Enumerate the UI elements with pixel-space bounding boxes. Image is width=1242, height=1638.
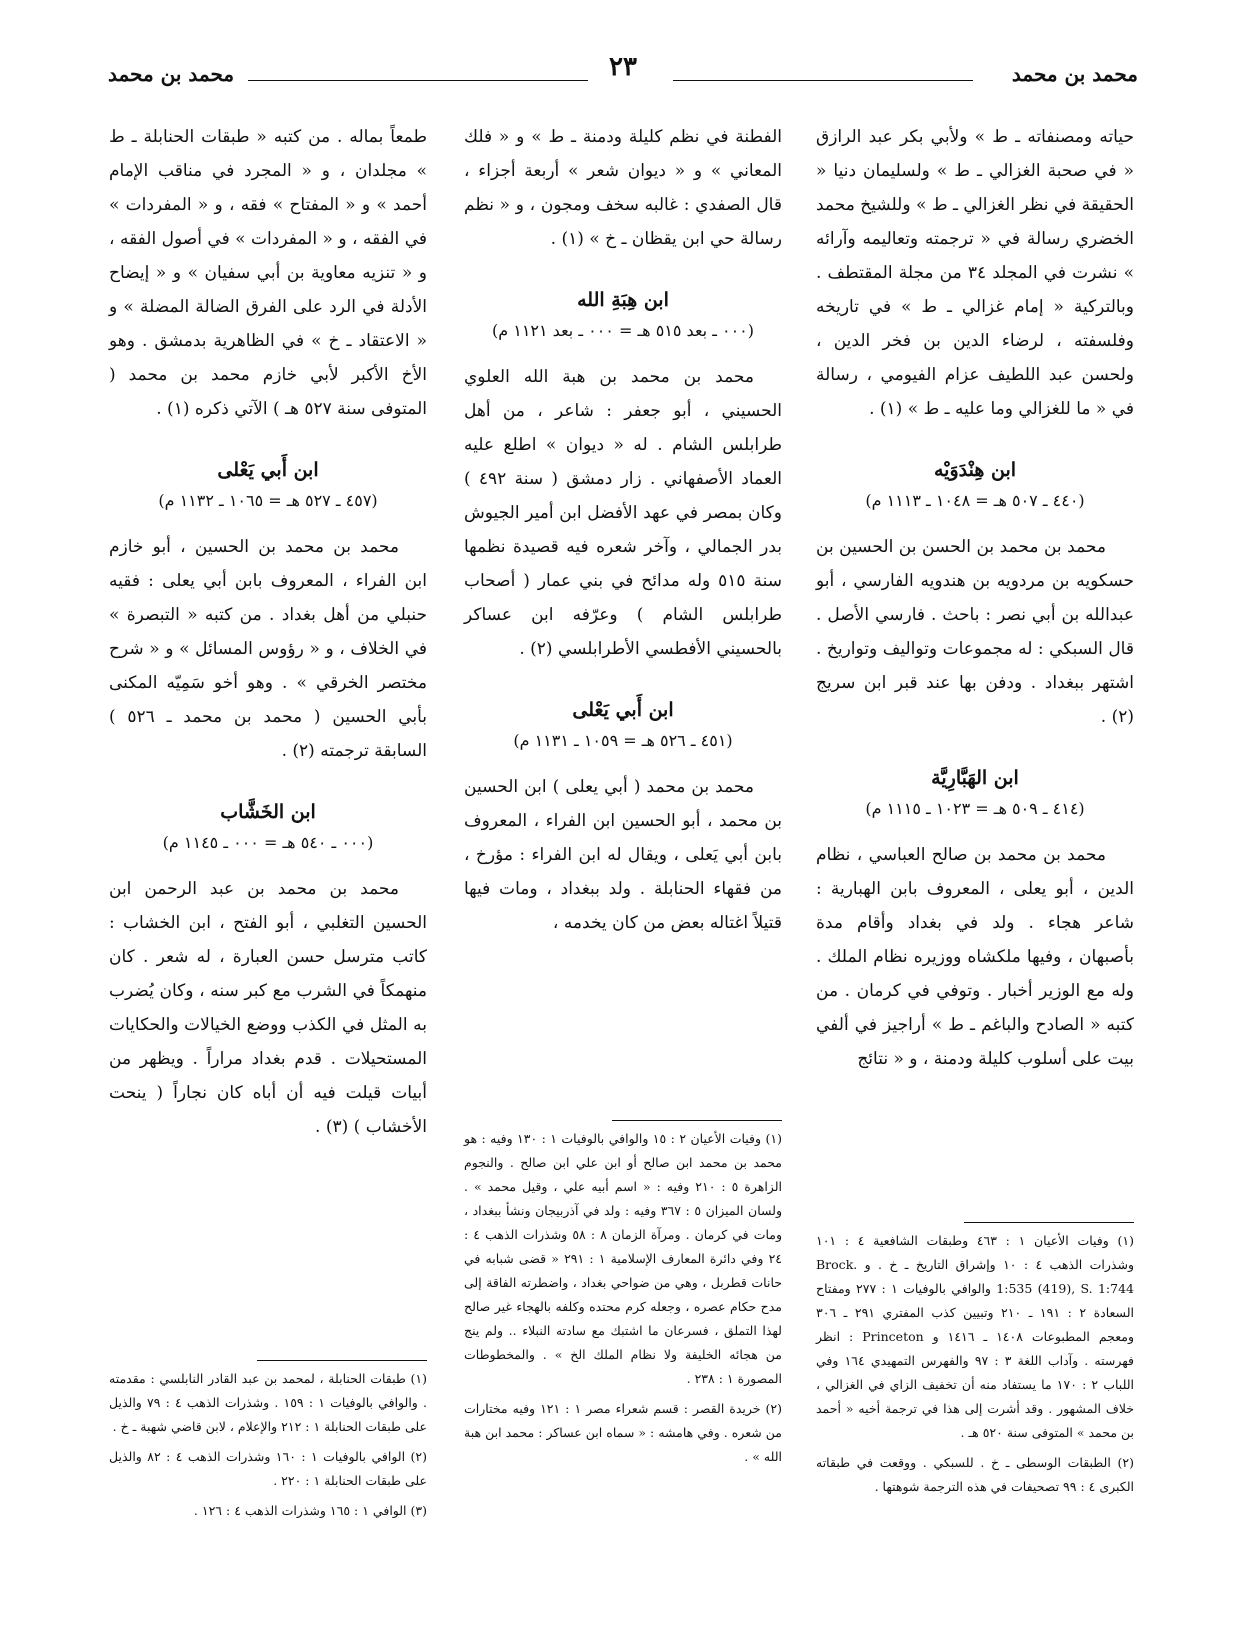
entry-title: ابن أَبي يَعْلى bbox=[217, 459, 319, 481]
footnote-rule bbox=[612, 1120, 782, 1121]
footnote: (١) وفيات الأعيان ١ : ٤٦٣ وطبقات الشافعية ٤ : ١٠١ وشذرات الذهب ٤ : ١٠ وإشراق التاريخ ـ خ . و Brock. 1:535 (419), S. 1:744 والوافي بالوفيات ١ : ٢٧٧ ومفتاح السعادة ٢ : ١٩١ ـ ٢١٠ وتبيين كذب المفتري ٢٩١ ـ ٣٠٦ ومعجم المطبوعات ١٤٠٨ ـ ١٤١٦ و Princeton : انظر فهرسته . وآداب اللغة ٣ : ٩٧ والفهرس التمهيدي ١٦٤ وفي اللباب ٢ : ١٧٠ ما يستفاد منه أن تخفيف الزاي في الغزالي ، خلاف المشهور . وقد أشرت إلى هذا في ترجمة أخيه « أحمد بن محمد » المتوفى سنة ٥٢٠ هـ . bbox=[816, 1233, 1135, 1440]
column-left bbox=[109, 120, 427, 1620]
continued-paragraph: حياته ومصنفاته ـ ط » ولأبي بكر عبد الرازق « في صحبة الغزالي ـ ط » ولسليمان دنيا « الحقيقة في نظر الغزالي ـ ط » وللشيخ محمد الخضري رسالة في « ترجمته وتعاليمه وآرائه » نشرت في المجلد ٣٤ من مجلة المقتطف . وبالتركية « إمام غزالي ـ ط » في تاريخه وفلسفته ، لرضاء الدين بن فخر الدين ، ولحسن عبد اللطيف عزام الفيومي ، رسالة في « ما للغزالي وما عليه ـ ط » (١) . bbox=[816, 127, 1134, 419]
header-rule-left bbox=[248, 80, 588, 81]
entry-title: ابن هِبَةِ الله bbox=[577, 289, 669, 311]
footnote-rule bbox=[964, 1222, 1134, 1223]
entry-text: محمد بن محمد بن الحسن بن الحسين بن حسكويه بن مردويه بن هندويه الفارسي ، أبو عبدالله بن أبي نصر : باحث . فارسي الأصل . قال السبكي : له مجموعات وتواليف وتواريخ . اشتهر ببغداد . ودفن بها عند قبر ابن سريج (٢) . bbox=[816, 537, 1134, 727]
entry-text: محمد بن محمد ( أبي يعلى ) ابن الحسين بن محمد ، أبو الحسين ابن الفراء ، المعروف بابن أبي يَعلى ، ويقال له ابن الفراء : مؤرخ ، من فقهاء الحنابلة . ولد ببغداد ، ومات فيها قتيلاً اغتاله بعض من كان يخدمه ، bbox=[464, 777, 782, 933]
entry-text: محمد بن محمد بن صالح العباسي ، نظام الدين ، أبو يعلى ، المعروف بابن الهبارية : شاعر هجاء . ولد في بغداد وأقام مدة بأصبهان ، وفيها ملكشاه ووزيره نظام الملك . وله مع الوزير أخبار . وتوفي في كرمان . من كتبه « الصادح والباغم ـ ط » أراجيز في ألفي بيت على أسلوب كليلة ودمنة ، و « نتائج bbox=[816, 845, 1134, 1069]
entry-title: ابن هِنْدَوَيْه bbox=[933, 459, 1017, 481]
footnote: (١) وفيات الأعيان ٢ : ١٥ والوافي بالوفيات ١ : ١٣٠ وفيه : هو محمد بن محمد ابن صالح أو ابن علي ابن صالح . والنجوم الزاهرة ٥ : ٢١٠ وفيه : « اسم أبيه علي ، وقيل محمد » . ولسان الميزان ٥ : ٣٦٧ وفيه : ولد في آذربيجان ونشأ ببغداد ، ومات في كرمان . ومرآة الزمان ٨ : ٥٨ وشذرات الذهب ٤ : ٢٤ وفي دائرة المعارف الإسلامية ١ : ٢٩١ « قضى شبابه في حانات قطربل ، وهي من ضواحي بغداد ، واضطرته الفاقة إلى مدح حكام عصره ، وجعله كرم محتده وكلفه بالهجاء غير صالح لهذا التملق ، فسرعان ما اشتبك مع سادته النبلاء .. ولم ينج من هجائه الخليفة ولا نظام الملك الخ » . والمخطوطات المصورة ١ : ٢٣٨ . bbox=[464, 1131, 783, 1386]
entry-title: ابن الخَشَّاب bbox=[220, 801, 316, 823]
entry-dates: (٠٠٠ ـ بعد ٥١٥ هـ = ٠٠٠ ـ بعد ١١٢١ م) bbox=[491, 321, 755, 340]
header-left-title: محمد بن محمد bbox=[108, 62, 235, 86]
entry-text: محمد بن محمد بن هبة الله العلوي الحسيني ، أبو جعفر : شاعر ، من أهل طرابلس الشام . له « ديوان » اطلع عليه العماد الأصفهاني . زار دمشق ( سنة ٤٩٢ ) وكان بمصر في عهد الأفضل ابن أمير الجيوش بدر الجمالي ، وآخر شعره فيه قصيدة نظمها سنة ٥١٥ وله مدائح في بني عمار ( أصحاب طرابلس الشام ) وعرّفه ابن عساكر بالحسيني الأفطسي الأطرابلسي (٢) . bbox=[464, 367, 782, 659]
footnote: (١) طبقات الحنابلة ، لمحمد بن عبد القادر النابلسي : مقدمته . والوافي بالوفيات ١ : ١٥٩ . وشذرات الذهب ٤ : ٧٩ والذيل على طبقات الحنابلة ١ : ٢١٢ والإعلام ، لابن قاضي شهبة ـ خ . bbox=[109, 1371, 427, 1434]
footnotes bbox=[109, 1350, 427, 1529]
footnote: (٢) الوافي بالوفيات ١ : ١٦٠ وشذرات الذهب ٤ : ٨٢ والذيل على طبقات الحنابلة ١ : ٢٢٠ . bbox=[109, 1449, 427, 1488]
column-middle bbox=[464, 120, 782, 1620]
footnotes bbox=[816, 1212, 1134, 1505]
footnotes bbox=[464, 1110, 782, 1475]
page-number: ٢٣ bbox=[609, 52, 637, 82]
entry-text: محمد بن محمد بن الحسين ، أبو خازم ابن الفراء ، المعروف بابن أبي يعلى : فقيه حنبلي من أهل بغداد . من كتبه « التبصرة » في الخلاف ، و « رؤوس المسائل » و « شرح مختصر الخرقي » . وهو أخو سَمِيّه المكنى بأبي الحسين ( محمد بن محمد ـ ٥٢٦ ) السابقة ترجمته (٢) . bbox=[109, 537, 427, 761]
running-header bbox=[108, 52, 1138, 92]
footnote-rule bbox=[257, 1360, 427, 1361]
header-right-title: محمد بن محمد bbox=[1011, 62, 1138, 86]
entry-dates: (٤٤٠ ـ ٥٠٧ هـ = ١٠٤٨ ـ ١١١٣ م) bbox=[865, 491, 1085, 510]
continued-paragraph: الفطنة في نظم كليلة ودمنة ـ ط » و « فلك المعاني » و « ديوان شعر » أربعة أجزاء ، قال الصفدي : غالبه سخف ومجون ، و « نظم رسالة حي ابن يقظان ـ خ » (١) . bbox=[464, 127, 782, 249]
footnote: (٢) الطبقات الوسطى ـ خ . للسبكي . ووقعت في طبقاته الكبرى ٤ : ٩٩ تصحيفات في هذه الترجمة شوهتها . bbox=[816, 1455, 1134, 1494]
continued-paragraph: طمعاً بماله . من كتبه « طبقات الحنابلة ـ ط » مجلدان ، و « المجرد في مناقب الإمام أحمد » و « المفتاح » فقه ، و « المفردات » في الفقه ، و « المفردات » في أصول الفقه ، و « تنزيه معاوية بن أبي سفيان » و « إيضاح الأدلة في الرد على الفرق الضالة المضلة » و « الاعتقاد ـ خ » في الظاهرية بدمشق . وهو الأخ الأكبر لأبي خازم محمد بن محمد ( المتوفى سنة ٥٢٧ هـ ) الآتي ذكره (١) . bbox=[109, 127, 427, 419]
entry-dates: (٤٥١ ـ ٥٢٦ هـ = ١٠٥٩ ـ ١١٣١ م) bbox=[513, 731, 733, 750]
column-right bbox=[816, 120, 1134, 1620]
entry-title: ابن الهَبَّارِيَّة bbox=[931, 767, 1019, 789]
entry-text: محمد بن محمد بن عبد الرحمن ابن الحسين التغلبي ، أبو الفتح ، ابن الخشاب : كاتب مترسل حسن العبارة ، له شعر . كان منهمكاً في الشرب مع كبر سنه ، وكان يُضرب به المثل في الكذب ووضع الخيالات والحكايات المستحيلات . قدم بغداد مراراً . ويظهر من أبيات قيلت فيه أن أباه كان نجاراً ( ينحت الأخشاب ) (٣) . bbox=[109, 879, 427, 1137]
entry-dates: (٤٥٧ ـ ٥٢٧ هـ = ١٠٦٥ ـ ١١٣٢ م) bbox=[158, 491, 378, 510]
entry-dates: (٠٠٠ ـ ٥٤٠ هـ = ٠٠٠ ـ ١١٤٥ م) bbox=[162, 833, 374, 852]
footnote: (٣) الوافي ١ : ١٦٥ وشذرات الذهب ٤ : ١٢٦ . bbox=[193, 1503, 427, 1518]
entry-title: ابن أَبي يَعْلى bbox=[572, 699, 674, 721]
footnote: (٢) خريدة القصر : قسم شعراء مصر ١ : ١٢١ وفيه مختارات من شعره . وفي هامشه : « سماه ابن عساكر : محمد ابن هبة الله » . bbox=[464, 1401, 782, 1464]
entry-dates: (٤١٤ ـ ٥٠٩ هـ = ١٠٢٣ ـ ١١١٥ م) bbox=[865, 799, 1085, 818]
